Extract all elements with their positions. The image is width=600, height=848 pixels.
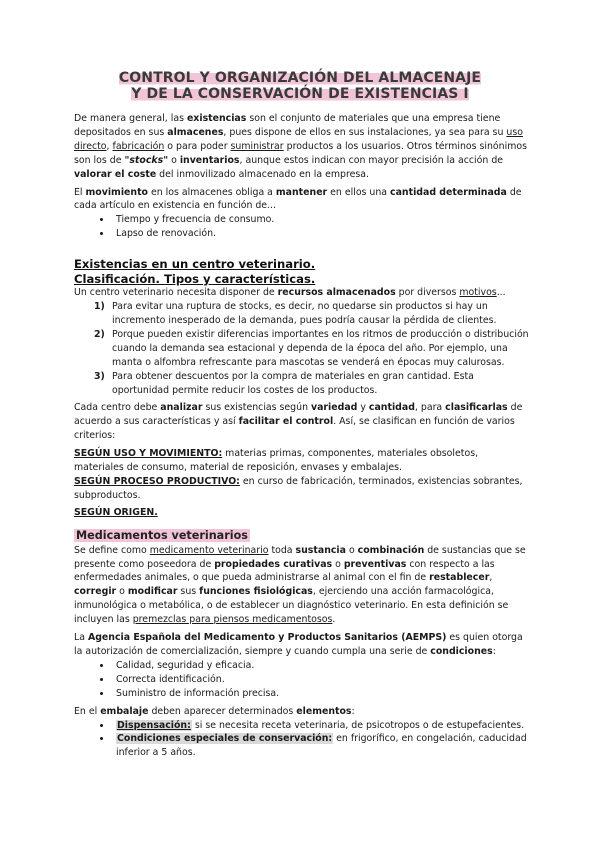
term-recursos-almacenados: recursos almacenados (277, 287, 396, 299)
term-uso-directo: uso directo (74, 126, 523, 152)
text-run: : (351, 705, 355, 717)
term-sustancia: sustancia (295, 544, 346, 556)
term-propiedades-curativas: propiedades curativas (214, 558, 333, 570)
title-line-1: CONTROL Y ORGANIZACIÓN DEL ALMACENAJE (118, 70, 482, 86)
text-run: o (116, 586, 128, 598)
list-item (90, 370, 530, 398)
text-run: toda (268, 544, 296, 556)
document-body (74, 112, 530, 764)
term-mantener: mantener (275, 186, 328, 198)
text-run: , pues dispone de ellos en sus instalaciones, ya sea para su (223, 126, 507, 138)
text-run: o para poder (164, 140, 231, 152)
item-number: 3) (94, 370, 105, 382)
term-analizar: analizar (160, 402, 203, 414)
criterion-uso-movimiento (74, 447, 530, 475)
term-preventivas: preventivas (343, 558, 407, 570)
list-item (90, 300, 530, 328)
term-restablecer: restablecer (429, 572, 490, 584)
term-funciones-fisiologicas: funciones fisiológicas (199, 586, 313, 598)
term-cantidad-determinada: cantidad determinada (390, 186, 507, 198)
text-run: por diversos (395, 287, 460, 299)
element-text: en frigorífico, en congelación, caducidad inferior a 5 años. (116, 733, 527, 759)
text-run: : (492, 646, 496, 657)
text-run: de cada artículo en existencia en función de... (74, 186, 522, 212)
text-run: del inmovilizado almacenado en la empresa. (156, 168, 369, 180)
item-number: 2) (94, 328, 105, 340)
text-run: , aunque estos indican con mayor precisión la acción de (239, 154, 504, 166)
text-run: son el conjunto de materiales que una empresa tiene depositados en sus (74, 113, 501, 138)
text-run: En el (74, 705, 101, 717)
term-modificar: modificar (127, 586, 178, 598)
reasons-list (74, 300, 530, 397)
text-run: o (332, 558, 344, 570)
list-item: • Calidad, seguridad y eficacia. (112, 659, 530, 673)
text-run: De manera general, las (74, 113, 187, 124)
term-corregir: corregir (74, 586, 117, 598)
section1-paragraph-1 (74, 286, 530, 300)
section2-paragraph-3 (74, 705, 530, 719)
term-stocks: "stocks" (124, 154, 169, 166)
criterion-origen (74, 506, 530, 520)
section2-paragraph-1 (74, 544, 530, 627)
term-combinacion: combinación (357, 544, 425, 556)
item-number: 1) (94, 301, 105, 313)
list-item: • Suministro de información precisa. (112, 687, 530, 701)
term-premezclas: premezclas para piensos medicamentosos (132, 614, 333, 626)
intro-bullet-list (74, 213, 530, 241)
section-heading-existencias: Existencias en un centro veterinario. (74, 257, 316, 272)
text-run: sus (177, 586, 200, 598)
term-cantidad: cantidad (368, 402, 415, 414)
list-item (90, 328, 530, 370)
text-run: o (168, 154, 180, 166)
criterion-proceso-productivo (74, 475, 530, 503)
term-almacenes: almacenes (167, 126, 224, 138)
term-existencias: existencias (186, 113, 247, 124)
term-medicamento-veterinario: medicamento veterinario (149, 544, 269, 556)
list-item (112, 719, 530, 733)
criterion-label: SEGÚN PROCESO PRODUCTIVO: (74, 475, 240, 487)
text-run: . Así, se clasifican en función de varios criterios: (74, 416, 515, 442)
page-title (80, 70, 520, 102)
text-run: Cada centro debe (74, 402, 161, 414)
element-label: Condiciones especiales de conservación: (117, 733, 333, 745)
list-item: • Correcta identificación. (112, 673, 530, 687)
term-condiciones: condiciones (430, 646, 493, 657)
criterion-label: SEGÚN USO Y MOVIMIENTO: (74, 448, 223, 460)
text-run: productos a los usuarios. Otros términos sinónimos son los de (74, 140, 527, 166)
heading-text: Medicamentos veterinarios (76, 528, 248, 542)
intro-paragraph-2 (74, 186, 530, 214)
item-text: Para obtener descuentos por la compra de materiales en gran cantidad. Esta oportunidad permite reducir los costes de los productos. (112, 370, 474, 396)
text-run: con respecto a las enfermedades animales, o que pueda administrarse al animal con el fin de (74, 558, 495, 584)
text-run: en los almacenes obliga a (148, 186, 276, 198)
term-movimiento: movimiento (85, 186, 148, 198)
section2-paragraph-2 (74, 631, 530, 659)
conditions-list (74, 659, 530, 701)
text-run: o (345, 544, 358, 556)
list-item (112, 732, 530, 760)
text-run: en ellos una (327, 186, 391, 198)
text-run: ... (496, 287, 506, 299)
text-run: Se define como (74, 544, 150, 556)
text-run: La (74, 632, 88, 644)
item-text: Porque pueden existir diferencias importantes en los ritmos de producción o distribución cuando la demanda sea estacional y dependa de la época del año. Por ejemplo, una manta o alfombra refrescante para mascotas se venderá en épocas muy calurosas. (112, 328, 529, 368)
text-run: deben aparecer determinados (148, 705, 297, 717)
section-heading-clasificacion: Clasificación. Tipos y características. (74, 271, 316, 286)
term-valorar-coste: valorar el coste (74, 168, 157, 180)
criterion-text: materias primas, componentes, materiales obsoletos, materiales de consumo, material de reposición, envases y embalajes. (74, 448, 479, 474)
term-clasificarlas: clasificarlas (445, 402, 508, 414)
term-motivos: motivos (459, 287, 497, 299)
text-run: de sustancias que se presente como poseedora de (74, 544, 526, 570)
elements-list (74, 719, 530, 761)
text-run: , (489, 572, 493, 584)
section1-paragraph-2 (74, 401, 530, 443)
element-text: si se necesita receta veterinaria, de psicotropos o de estupefacientes. (191, 719, 525, 731)
text-run: , (106, 140, 113, 152)
text-run: , para (414, 402, 446, 414)
text-run: sus existencias según (202, 402, 311, 414)
list-item: • Tiempo y frecuencia de consumo. (112, 213, 530, 227)
text-run: El (74, 186, 86, 198)
text-run: . (332, 614, 336, 626)
text-run: es quien otorga la autorización de comercialización, siempre y cuando cumpla una serie de (74, 632, 523, 657)
term-embalaje: embalaje (100, 705, 149, 717)
section-heading-medicamentos (74, 528, 530, 543)
term-elementos: elementos (296, 705, 352, 717)
text-run: Un centro veterinario necesita disponer de (74, 287, 278, 299)
intro-paragraph-1 (74, 112, 530, 182)
term-variedad: variedad (311, 402, 358, 414)
text-run: y (357, 402, 369, 414)
term-aemps: Agencia Española del Medicamento y Productos Sanitarios (AEMPS) (87, 632, 447, 644)
criterion-label: SEGÚN ORIGEN. (74, 506, 158, 518)
text-run: de acuerdo a sus características y así (74, 402, 523, 428)
term-fabricacion: fabricación (112, 140, 165, 152)
item-text: Para evitar una ruptura de stocks, es decir, no quedarse sin productos si hay un incremento inesperado de la demanda, pues podría causar la pérdida de clientes. (112, 301, 497, 326)
text-run: , ejerciendo una acción farmacológica, inmunológica o metabólica, o de establecer un diagnóstico veterinario. En esta definición se incluyen las (74, 586, 509, 626)
term-suministrar: suministrar (230, 140, 284, 152)
term-inventarios: inventarios (179, 154, 240, 166)
list-item: • Lapso de renovación. (112, 227, 530, 241)
criterion-text: en curso de fabricación, terminados, existencias sobrantes, subproductos. (74, 475, 523, 501)
title-line-2: Y DE LA CONSERVACIÓN DE EXISTENCIAS I (131, 86, 469, 102)
element-label: Dispensación: (117, 719, 191, 731)
term-facilitar-control: facilitar el control (238, 416, 334, 428)
